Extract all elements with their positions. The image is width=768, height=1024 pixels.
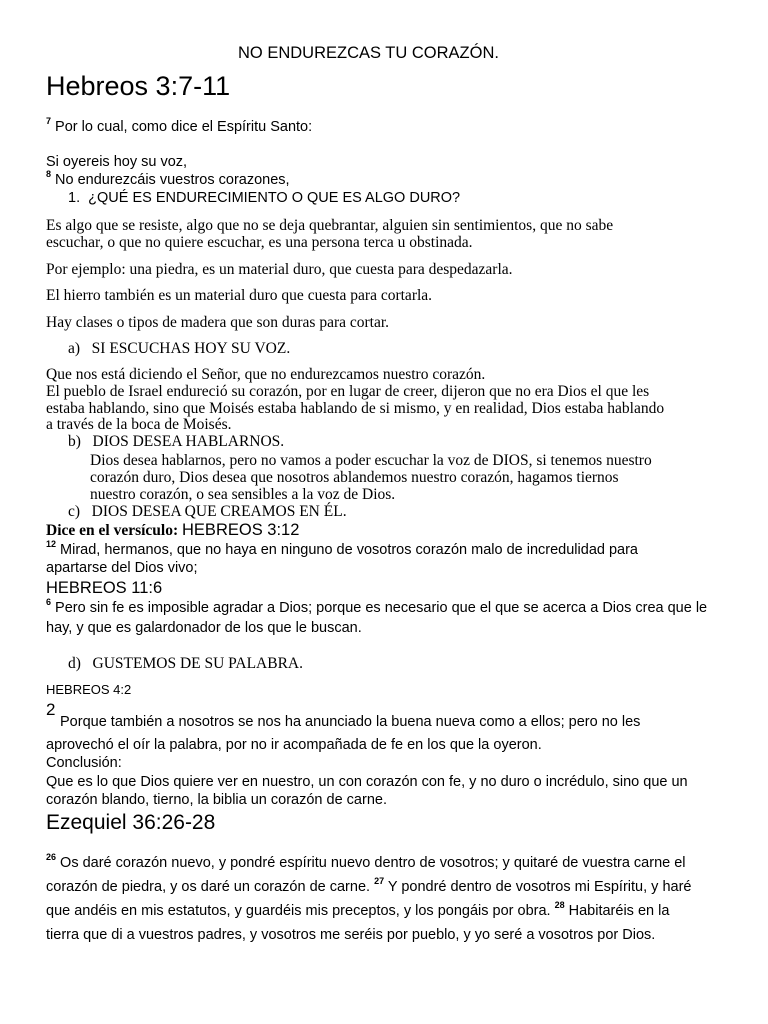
verse-26-27: corazón de piedra, y os daré un corazón de carne. $^{27}$ Y pondré dentro de vosotros mi Espíritu, y haré	[46, 876, 692, 895]
paragraph-line: Dios desea hablarnos, pero no vamos a poder escuchar la voz de DIOS, si tenemos nuestro	[90, 452, 652, 469]
conclusion-line: Que es lo que Dios quiere ver en nuestro, un con corazón con fe, y no duro o incrédulo, sino que un	[46, 774, 688, 790]
section-c: c) DIOS DESEA QUE CREAMOS EN ÉL.	[68, 503, 347, 520]
verse-8: $^8$ No endurezcáis vuestros corazones,	[46, 169, 290, 188]
page-title: NO ENDUREZCAS TU CORAZÓN.	[238, 44, 499, 62]
verse-number: 26	[46, 852, 57, 863]
paragraph-line: a través de la boca de Moisés.	[46, 416, 232, 433]
paragraph-line: escuchar, o que no quiere escuchar, es una persona terca u obstinada.	[46, 234, 473, 251]
section-b: b) DIOS DESEA HABLARNOS.	[68, 433, 285, 450]
verse-2-cont: aprovechó el oír la palabra, por no ir acompañada de fe en los que la oyeron.	[46, 737, 542, 753]
verse-number: 27	[374, 876, 385, 887]
paragraph-line: corazón duro, Dios desea que nosotros ablandemos nuestro corazón, hagamos tiernos	[90, 469, 619, 486]
verse-12-cont: apartarse del Dios vivo;	[46, 560, 198, 576]
verse-number: 7	[46, 116, 52, 127]
verse-12: $^{12}$ Mirad, hermanos, que no haya en ninguno de vosotros corazón malo de incredulidad para	[46, 539, 638, 558]
paragraph: El hierro también es un material duro que cuesta para cortarla.	[46, 287, 433, 304]
paragraph: Por ejemplo: una piedra, es un material duro, que cuesta para despedazarla.	[46, 261, 513, 278]
verse-6-cont: hay, y que es galardonador de los que le buscan.	[46, 620, 362, 636]
verse-6: $^6$ Pero sin fe es imposible agradar a Dios; porque es necesario que el que se acerca a Dios crea que le	[46, 597, 708, 616]
paragraph-line: El pueblo de Israel endureció su corazón, por en lugar de creer, dijeron que no era Dios el que les	[46, 383, 650, 400]
verse-number-2: 2	[46, 700, 56, 719]
ref-hebreos-4-2: HEBREOS 4:2	[46, 682, 132, 697]
paragraph-line: nuestro corazón, o sea sensibles a la voz de Dios.	[90, 486, 396, 503]
conclusion-line: corazón blando, tierno, la biblia un corazón de carne.	[46, 792, 387, 808]
paragraph-line: estaba hablando, sino que Moisés estaba hablando de si mismo, y en realidad, Dios estaba hablando	[46, 400, 665, 417]
ref-hebreos-11-6: HEBREOS 11:6	[46, 579, 163, 597]
ref-hebreos-3-12: HEBREOS 3:12	[182, 521, 300, 539]
verse-number: 28	[554, 900, 565, 911]
question-1: 1. ¿QUÉ ES ENDURECIMIENTO O QUE ES ALGO DURO?	[68, 190, 461, 206]
dice-line	[46, 521, 299, 540]
verse-7: $^7$ Por lo cual, como dice el Espíritu Santo:	[46, 116, 313, 135]
heading-ezequiel: Ezequiel 36:26-28	[46, 811, 216, 834]
paragraph-line: Que nos está diciendo el Señor, que no endurezcamos nuestro corazón.	[46, 366, 486, 383]
section-d: d) GUSTEMOS DE SU PALABRA.	[68, 655, 303, 672]
verse-28-cont: tierra que di a vuestros padres, y vosotros me seréis por pueblo, y yo seré a vosotros por Dios.	[46, 927, 656, 943]
verse-27-28: que andéis en mis estatutos, y guardéis mis preceptos, y los pongáis por obra. $^{28}$ Habitaréis en la	[46, 900, 670, 919]
section-a: a) SI ESCUCHAS HOY SU VOZ.	[68, 340, 291, 357]
verse-number: 6	[46, 597, 52, 608]
verse-number: 8	[46, 169, 52, 180]
heading-hebreos-3-7: Hebreos 3:7-11	[46, 71, 231, 101]
verse-number: 12	[46, 539, 57, 550]
dice-label: Dice en el versículo:	[46, 522, 179, 539]
paragraph: Hay clases o tipos de madera que son duras para cortar.	[46, 314, 390, 331]
paragraph-line: Es algo que se resiste, algo que no se deja quebrantar, alguien sin sentimientos, que no sabe	[46, 217, 614, 234]
verse-26: $^{26}$ Os daré corazón nuevo, y pondré espíritu nuevo dentro de vosotros; y quitaré de vuestra carne el	[46, 852, 686, 871]
line-si-oyereis: Si oyereis hoy su voz,	[46, 154, 188, 170]
verse-2: Porque también a nosotros se nos ha anunciado la buena nueva como a ellos; pero no les	[60, 714, 641, 730]
conclusion-label: Conclusión:	[46, 755, 122, 771]
